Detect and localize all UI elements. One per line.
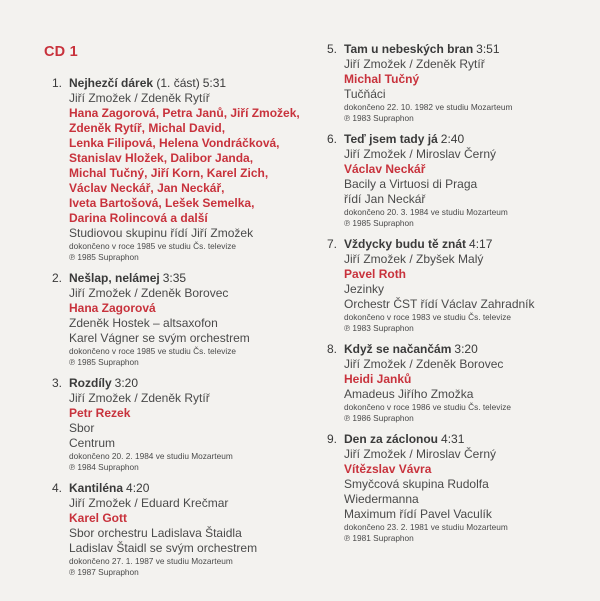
track-duration: 4:20: [126, 481, 150, 495]
track-duration: 4:31: [441, 432, 465, 446]
track-number: 2.: [52, 271, 63, 285]
track-title: Den za záclonou: [344, 432, 439, 446]
accompaniment: Smyčcová skupina Rudolfa: [344, 477, 489, 491]
performer: Iveta Bartošová, Lešek Semelka,: [69, 196, 255, 210]
performer: Pavel Roth: [344, 267, 407, 281]
accompaniment: Amadeus Jiřího Zmožka: [344, 387, 474, 401]
track-title: Tam u nebeských bran: [344, 42, 474, 56]
recording-info: dokončeno 20. 2. 1984 ve studiu Mozarteum: [69, 451, 233, 461]
track-entry: [327, 237, 589, 333]
label-info: ℗ 1983 Supraphon: [344, 112, 414, 123]
track-entry: [327, 42, 589, 123]
track-title-line: [69, 271, 314, 286]
recording-info: dokončeno v roce 1983 ve studiu Čs. televize: [344, 312, 511, 322]
accompaniment: Maximum řídí Pavel Vaculík: [344, 507, 492, 521]
track-duration: 2:40: [440, 132, 465, 146]
performer: Petr Rezek: [69, 406, 131, 420]
recording-info: dokončeno 20. 3. 1984 ve studiu Mozarteum: [344, 207, 508, 217]
label-info: ℗ 1985 Supraphon: [69, 356, 139, 367]
performer: Karel Gott: [69, 511, 128, 525]
label-info: ℗ 1983 Supraphon: [344, 322, 414, 333]
track-entry: [52, 76, 314, 262]
performer: Václav Neckář, Jan Neckář,: [69, 181, 225, 195]
track-number: 4.: [52, 481, 63, 495]
track-title-line: [344, 432, 589, 447]
track-title-line: [344, 237, 589, 252]
track-number: 5.: [327, 42, 338, 56]
track-title: Rozdíly: [69, 376, 112, 390]
track-number: 3.: [52, 376, 63, 390]
accompaniment: Wiedermanna: [344, 492, 419, 506]
track-authors: Jiří Zmožek / Zdeněk Borovec: [69, 286, 229, 300]
track-duration: 3:35: [162, 271, 187, 285]
track-authors: Jiří Zmožek / Miroslav Černý: [344, 447, 497, 461]
track-title-line: [69, 76, 314, 91]
track-title: Když se načančám: [344, 342, 452, 356]
track-title-line: [344, 342, 589, 357]
accompaniment: Sbor orchestru Ladislava Štaidla: [69, 526, 242, 540]
tracklist-right: [327, 42, 589, 552]
recording-info: dokončeno v roce 1986 ve studiu Čs. televize: [344, 402, 511, 412]
track-title: Kantiléna: [69, 481, 124, 495]
track-title-line: [69, 376, 314, 391]
accompaniment: řídí Jan Neckář: [344, 192, 426, 206]
performer: Vítězslav Vávra: [344, 462, 432, 476]
cd-title: CD 1: [44, 44, 78, 60]
performer: Lenka Filipová, Helena Vondráčková,: [69, 136, 280, 150]
performer: Darina Rolincová a další: [69, 211, 208, 225]
track-authors: Jiří Zmožek / Zdeněk Rytíř: [69, 391, 210, 405]
label-info: ℗ 1984 Supraphon: [69, 461, 139, 472]
recording-info: dokončeno 27. 1. 1987 ve studiu Mozarteum: [69, 556, 233, 566]
track-entry: [52, 481, 314, 577]
performer: Michal Tučný: [344, 72, 420, 86]
track-title-line: [344, 42, 589, 57]
track-number: 9.: [327, 432, 338, 446]
track-duration: 3:20: [454, 342, 478, 356]
track-authors: Jiří Zmožek / Zdeněk Rytíř: [344, 57, 485, 71]
track-authors: Jiří Zmožek / Zbyšek Malý: [344, 252, 484, 266]
track-duration: 3:20: [114, 376, 139, 390]
recording-info: dokončeno 23. 2. 1981 ve studiu Mozarteum: [344, 522, 508, 532]
track-authors: Jiří Zmožek / Miroslav Černý: [344, 147, 497, 161]
track-duration: 5:31: [202, 76, 227, 90]
accompaniment: Jezinky: [344, 282, 385, 296]
track-title: Nejhezčí dárek: [69, 76, 154, 90]
recording-info: dokončeno v roce 1985 ve studiu Čs. televize: [69, 241, 236, 251]
track-number: 7.: [327, 237, 338, 251]
performer: Hana Zagorová, Petra Janů, Jiří Zmožek,: [69, 106, 300, 120]
track-title-line: [69, 481, 314, 496]
accompaniment: Tučňáci: [344, 87, 386, 101]
track-authors: Jiří Zmožek / Zdeněk Rytíř: [69, 91, 210, 105]
track-title: Teď jsem tady já: [344, 132, 438, 146]
label-info: ℗ 1986 Supraphon: [344, 412, 414, 423]
track-number: 8.: [327, 342, 338, 356]
label-info: ℗ 1985 Supraphon: [69, 251, 139, 262]
track-authors: Jiří Zmožek / Zdeněk Borovec: [344, 357, 504, 371]
tracklist-left: [52, 76, 314, 586]
track-title: Vždycky budu tě znát: [344, 237, 467, 251]
performer: Hana Zagorová: [69, 301, 156, 315]
performer: Stanislav Hložek, Dalibor Janda,: [69, 151, 254, 165]
performer: Heidi Janků: [344, 372, 412, 386]
accompaniment: Karel Vágner se svým orchestrem: [69, 331, 250, 345]
track-subtitle: (1. část): [156, 76, 200, 90]
track-authors: Jiří Zmožek / Eduard Krečmar: [69, 496, 229, 510]
label-info: ℗ 1985 Supraphon: [344, 217, 414, 228]
track-number: 6.: [327, 132, 338, 146]
label-info: ℗ 1981 Supraphon: [344, 532, 414, 543]
recording-info: dokončeno 22. 10. 1982 ve studiu Mozarteum: [344, 102, 513, 112]
accompaniment: Orchestr ČST řídí Václav Zahradník: [344, 297, 535, 311]
performer: Michal Tučný, Jiří Korn, Karel Zich,: [69, 166, 269, 180]
performer: Václav Neckář: [344, 162, 426, 176]
recording-info: dokončeno v roce 1985 ve studiu Čs. televize: [69, 346, 236, 356]
track-entry: [327, 342, 589, 423]
track-entry: [327, 132, 589, 228]
accompaniment: Centrum: [69, 436, 116, 450]
track-entry: [52, 271, 314, 367]
track-entry: [52, 376, 314, 472]
track-duration: 3:51: [476, 42, 500, 56]
track-title: Nešlap, nelámej: [69, 271, 160, 285]
accompaniment: Studiovou skupinu řídí Jiří Zmožek: [69, 226, 254, 240]
track-duration: 4:17: [469, 237, 493, 251]
track-title-line: [344, 132, 589, 147]
track-number: 1.: [52, 76, 63, 90]
track-entry: [327, 432, 589, 543]
performer: Zdeněk Rytíř, Michal David,: [69, 121, 226, 135]
label-info: ℗ 1987 Supraphon: [69, 566, 139, 577]
accompaniment: Ladislav Štaidl se svým orchestrem: [69, 541, 258, 555]
accompaniment: Sbor: [69, 421, 95, 435]
accompaniment: Bacily a Virtuosi di Praga: [344, 177, 478, 191]
accompaniment: Zdeněk Hostek – altsaxofon: [69, 316, 218, 330]
